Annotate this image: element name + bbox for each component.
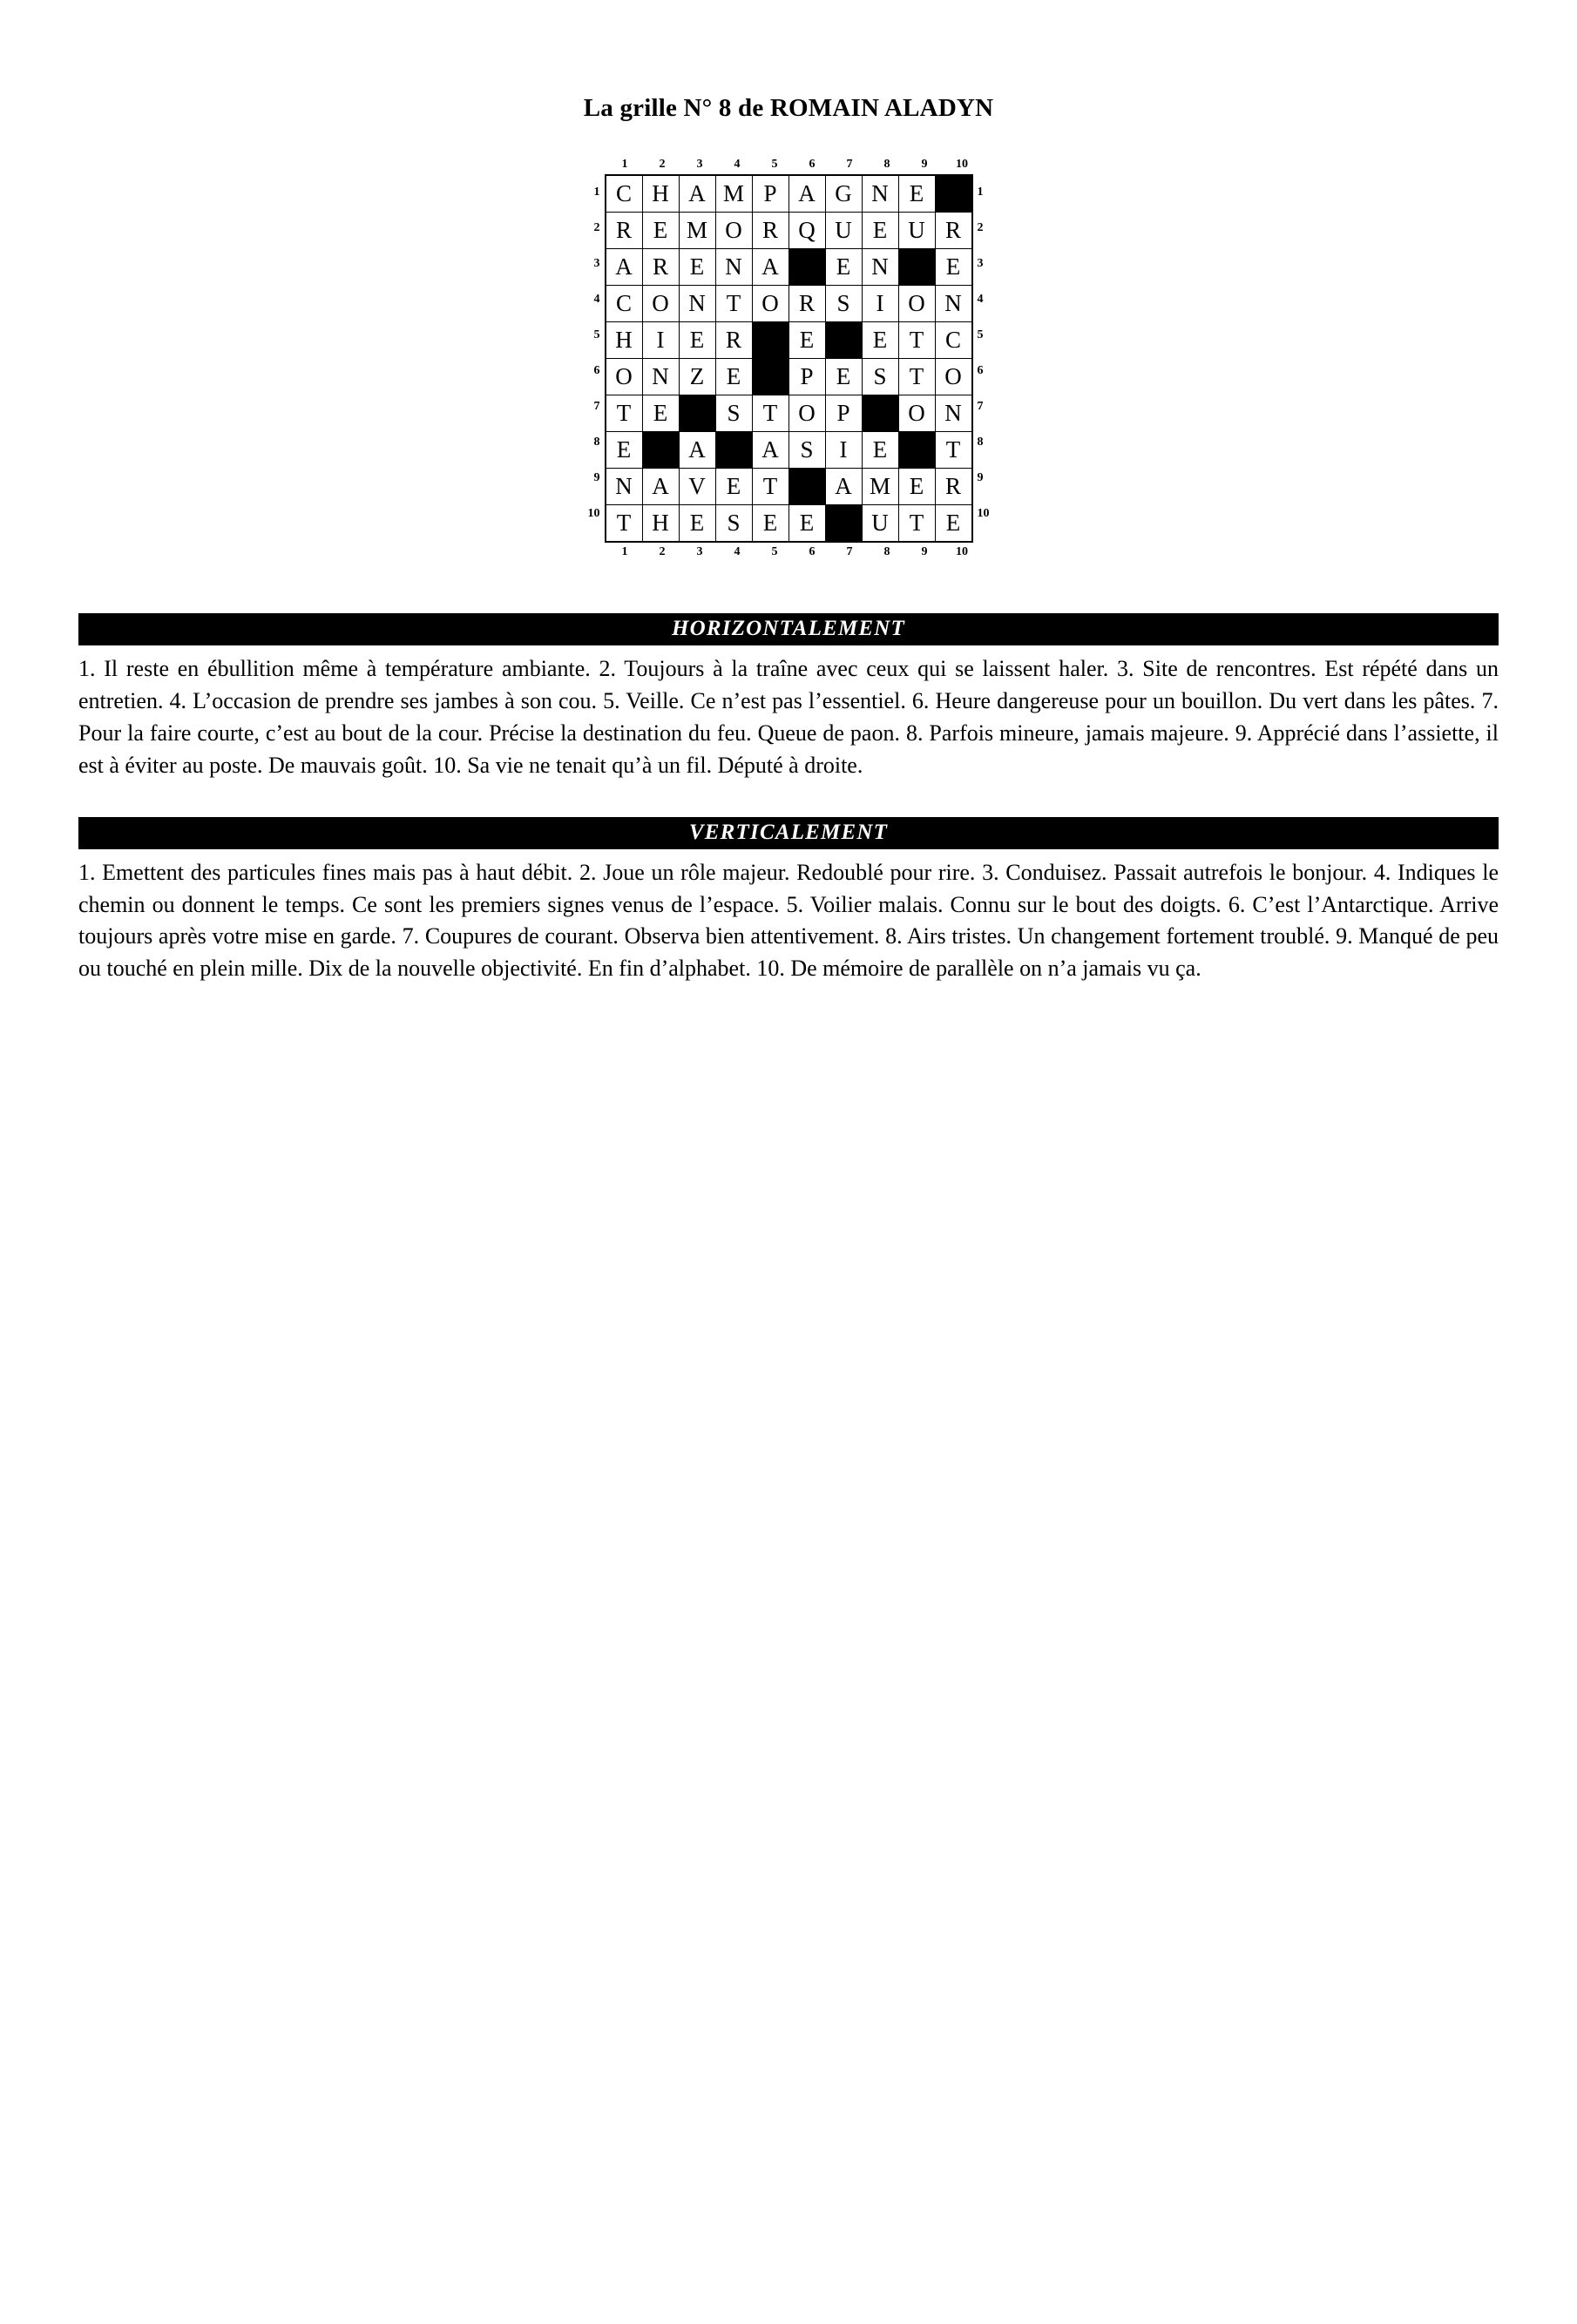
grid-cell-7-1[interactable]: T (606, 395, 643, 432)
column-number-10: 10 (956, 545, 968, 558)
grid-cell-5-6[interactable]: E (788, 322, 825, 359)
grid-cell-4-10[interactable]: N (935, 286, 972, 322)
row-number-5: 5 (593, 328, 600, 341)
grid-cell-1-3[interactable]: A (679, 175, 715, 213)
grid-cell-6-4[interactable]: E (715, 359, 752, 395)
grid-cell-5-9[interactable]: T (898, 322, 935, 359)
row-number-3: 3 (977, 257, 984, 270)
grid-cell-black-5-7[interactable] (825, 322, 862, 359)
column-number-6: 6 (809, 545, 816, 558)
row-number-4: 4 (593, 293, 600, 306)
grid-cell-9-8[interactable]: M (862, 469, 898, 505)
grid-cell-6-9[interactable]: T (898, 359, 935, 395)
column-number-1: 1 (621, 158, 628, 171)
row-number-3: 3 (593, 257, 600, 270)
grid-cell-2-6[interactable]: Q (788, 213, 825, 249)
grid-cell-7-9[interactable]: O (898, 395, 935, 432)
grid-cell-4-5[interactable]: O (752, 286, 788, 322)
grid-cell-1-9[interactable]: E (898, 175, 935, 213)
row-number-2: 2 (593, 221, 600, 234)
grid-cell-5-8[interactable]: E (862, 322, 898, 359)
row-number-6: 6 (977, 364, 984, 377)
row-number-1: 1 (977, 186, 984, 199)
grid-cell-3-4[interactable]: N (715, 249, 752, 286)
grid-cell-9-7[interactable]: A (825, 469, 862, 505)
grid-cell-black-7-8[interactable] (862, 395, 898, 432)
grid-cell-10-6[interactable]: E (788, 505, 825, 543)
grid-cell-6-2[interactable]: N (642, 359, 679, 395)
grid-cell-2-10[interactable]: R (935, 213, 972, 249)
grid-cell-4-3[interactable]: N (679, 286, 715, 322)
grid-row (606, 469, 972, 505)
grid-cell-1-4[interactable]: M (715, 175, 752, 213)
grid-cell-3-10[interactable]: E (935, 249, 972, 286)
grid-cell-black-7-3[interactable] (679, 395, 715, 432)
crossword-grid (579, 158, 998, 559)
grid-cell-3-7[interactable]: E (825, 249, 862, 286)
grid-cell-black-3-6[interactable] (788, 249, 825, 286)
grid-cell-3-5[interactable]: A (752, 249, 788, 286)
grid-cell-1-8[interactable]: N (862, 175, 898, 213)
column-number-10: 10 (956, 158, 968, 171)
grid-cell-8-6[interactable]: S (788, 432, 825, 469)
vertical-clues: 1. Emettent des particules fines mais pas à haut débit. 2. Joue un rôle majeur. Redoublé pour rire. 3. Conduisez. Passait autrefois le bonjour. 4. Indiques le chemin ou donnent le temps. Ce sont les premiers signes venus de l’espace. 5. Voilier malais. Connu sur le bout des doigts. 6. C’est l’Antarctique. Arrive toujours après votre mise en garde. 7. Coupures de courant. Observa bien attentivement. 8. Airs tristes. Un changement fortement troublé. 9. Manqué de peu ou touché en plein mille. Dix de la nouvelle objectivité. En fin d’alphabet. 10. De mémoire de parallèle on n’a jamais vu ça. (78, 859, 1499, 982)
column-number-5: 5 (771, 158, 778, 171)
row-number-8: 8 (977, 436, 984, 449)
grid-cell-black-8-2[interactable] (642, 432, 679, 469)
grid-row (606, 175, 972, 213)
row-numbers-right (973, 174, 998, 531)
grid-cell-5-2[interactable]: I (642, 322, 679, 359)
grid-cell-9-1[interactable]: N (606, 469, 643, 505)
row-number-9: 9 (593, 471, 600, 484)
grid-cell-4-6[interactable]: R (788, 286, 825, 322)
column-number-4: 4 (734, 158, 741, 171)
grid-cell-black-9-6[interactable] (788, 469, 825, 505)
grid-cell-5-1[interactable]: H (606, 322, 643, 359)
grid-cell-9-3[interactable]: V (679, 469, 715, 505)
grid-cell-8-3[interactable]: A (679, 432, 715, 469)
horizontal-heading: HORIZONTALEMENT (78, 613, 1499, 645)
grid-row (606, 395, 972, 432)
grid-cell-2-9[interactable]: U (898, 213, 935, 249)
crossword-cells (605, 174, 973, 543)
grid-cell-8-1[interactable]: E (606, 432, 643, 469)
grid-cell-4-4[interactable]: T (715, 286, 752, 322)
grid-cell-1-1[interactable]: C (606, 175, 643, 213)
grid-cell-7-6[interactable]: O (788, 395, 825, 432)
column-number-8: 8 (883, 158, 890, 171)
grid-cell-7-4[interactable]: S (715, 395, 752, 432)
grid-cell-4-1[interactable]: C (606, 286, 643, 322)
row-number-1: 1 (593, 186, 600, 199)
grid-row (606, 432, 972, 469)
page-title: La grille N° 8 de ROMAIN ALADYN (583, 94, 994, 122)
grid-cell-2-3[interactable]: M (679, 213, 715, 249)
grid-cell-4-2[interactable]: O (642, 286, 679, 322)
grid-cell-2-8[interactable]: E (862, 213, 898, 249)
grid-cell-6-7[interactable]: E (825, 359, 862, 395)
grid-cell-2-4[interactable]: O (715, 213, 752, 249)
column-number-7: 7 (846, 545, 853, 558)
row-number-6: 6 (593, 364, 600, 377)
grid-cell-3-2[interactable]: R (642, 249, 679, 286)
grid-row (606, 322, 972, 359)
vertical-heading: VERTICALEMENT (78, 817, 1499, 849)
grid-row (606, 286, 972, 322)
column-number-2: 2 (659, 545, 666, 558)
row-number-2: 2 (977, 221, 984, 234)
row-number-10: 10 (977, 507, 990, 520)
grid-cell-9-2[interactable]: A (642, 469, 679, 505)
row-number-4: 4 (977, 293, 984, 306)
grid-cell-2-5[interactable]: R (752, 213, 788, 249)
grid-cell-7-2[interactable]: E (642, 395, 679, 432)
grid-cell-4-9[interactable]: O (898, 286, 935, 322)
column-numbers-bottom (606, 545, 998, 559)
grid-cell-8-5[interactable]: A (752, 432, 788, 469)
column-number-8: 8 (883, 545, 890, 558)
grid-row (606, 505, 972, 543)
grid-cell-6-3[interactable]: Z (679, 359, 715, 395)
column-number-3: 3 (696, 158, 703, 171)
row-number-5: 5 (977, 328, 984, 341)
grid-cell-2-1[interactable]: R (606, 213, 643, 249)
column-number-9: 9 (921, 545, 928, 558)
grid-cell-3-3[interactable]: E (679, 249, 715, 286)
grid-cell-5-10[interactable]: C (935, 322, 972, 359)
grid-cell-black-1-10[interactable] (935, 175, 972, 213)
grid-cell-black-8-4[interactable] (715, 432, 752, 469)
grid-row (606, 359, 972, 395)
column-number-3: 3 (696, 545, 703, 558)
grid-cell-9-9[interactable]: E (898, 469, 935, 505)
grid-cell-7-7[interactable]: P (825, 395, 862, 432)
horizontal-section (78, 613, 1499, 782)
grid-cell-6-6[interactable]: P (788, 359, 825, 395)
grid-cell-10-9[interactable]: T (898, 505, 935, 543)
grid-cell-4-7[interactable]: S (825, 286, 862, 322)
grid-cell-5-4[interactable]: R (715, 322, 752, 359)
column-numbers-top (606, 158, 998, 172)
horizontal-clues: 1. Il reste en ébullition même à température ambiante. 2. Toujours à la traîne avec ceux qui se laissent haler. 3. Site de rencontres. Est répété dans un entretien. 4. L’occasion de prendre ses jambes à son cou. 5. Veille. Ce n’est pas l’essentiel. 6. Heure dangereuse pour un bouillon. Du vert dans les pâtes. 7. Pour la faire courte, c’est au bout de la cour. Précise la destination du feu. Queue de paon. 8. Parfois mineure, jamais majeure. 9. Apprécié dans l’assiette, il est à éviter au poste. De mauvais goût. 10. Sa vie ne tenait qu’à un fil. Député à droite. (78, 656, 1499, 778)
grid-cell-1-2[interactable]: H (642, 175, 679, 213)
grid-cell-6-10[interactable]: O (935, 359, 972, 395)
grid-cell-black-3-9[interactable] (898, 249, 935, 286)
grid-cell-4-8[interactable]: I (862, 286, 898, 322)
grid-cell-3-1[interactable]: A (606, 249, 643, 286)
grid-cell-6-1[interactable]: O (606, 359, 643, 395)
grid-cell-8-7[interactable]: I (825, 432, 862, 469)
grid-cell-9-10[interactable]: R (935, 469, 972, 505)
grid-cell-2-2[interactable]: E (642, 213, 679, 249)
grid-cell-1-7[interactable]: G (825, 175, 862, 213)
grid-cell-10-10[interactable]: E (935, 505, 972, 543)
grid-cell-8-10[interactable]: T (935, 432, 972, 469)
row-number-7: 7 (593, 400, 600, 413)
grid-cell-8-8[interactable]: E (862, 432, 898, 469)
grid-cell-9-4[interactable]: E (715, 469, 752, 505)
grid-cell-black-8-9[interactable] (898, 432, 935, 469)
column-number-4: 4 (734, 545, 741, 558)
grid-cell-10-5[interactable]: E (752, 505, 788, 543)
row-number-8: 8 (593, 436, 600, 449)
grid-cell-1-5[interactable]: P (752, 175, 788, 213)
row-numbers-left (579, 174, 605, 531)
grid-cell-7-10[interactable]: N (935, 395, 972, 432)
column-number-9: 9 (921, 158, 928, 171)
grid-cell-10-2[interactable]: H (642, 505, 679, 543)
grid-cell-1-6[interactable]: A (788, 175, 825, 213)
grid-cell-5-3[interactable]: E (679, 322, 715, 359)
grid-row (606, 249, 972, 286)
column-number-1: 1 (621, 545, 628, 558)
grid-cell-black-10-7[interactable] (825, 505, 862, 543)
column-number-6: 6 (809, 158, 816, 171)
grid-cell-7-5[interactable]: T (752, 395, 788, 432)
row-number-10: 10 (587, 507, 600, 520)
row-number-7: 7 (977, 400, 984, 413)
row-number-9: 9 (977, 471, 984, 484)
grid-cell-10-4[interactable]: S (715, 505, 752, 543)
grid-cell-10-1[interactable]: T (606, 505, 643, 543)
grid-cell-6-8[interactable]: S (862, 359, 898, 395)
grid-cell-black-5-5[interactable] (752, 322, 788, 359)
grid-cell-10-8[interactable]: U (862, 505, 898, 543)
crossword-grid-container (0, 158, 1577, 559)
page (0, 94, 1577, 2324)
column-number-7: 7 (846, 158, 853, 171)
grid-cell-10-3[interactable]: E (679, 505, 715, 543)
column-number-2: 2 (659, 158, 666, 171)
vertical-section (78, 817, 1499, 986)
column-number-5: 5 (771, 545, 778, 558)
grid-cell-3-8[interactable]: N (862, 249, 898, 286)
grid-cell-2-7[interactable]: U (825, 213, 862, 249)
grid-cell-black-6-5[interactable] (752, 359, 788, 395)
grid-row (606, 213, 972, 249)
grid-cell-9-5[interactable]: T (752, 469, 788, 505)
